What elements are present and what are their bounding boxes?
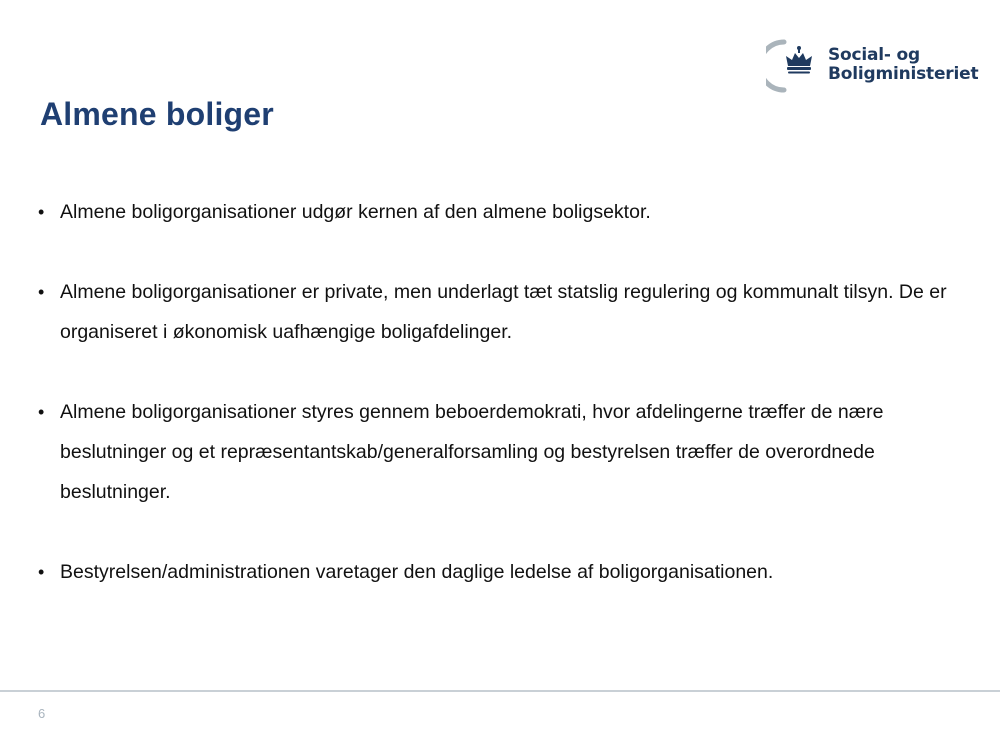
bullet-item <box>38 272 958 352</box>
slide-title: Almene boliger <box>40 96 274 132</box>
bullet-text: Bestyrelsen/administrationen varetager den daglige ledelse af boligorganisationen. <box>60 561 774 583</box>
bullet-text: Almene boligorganisationer styres gennem beboerdemokrati, hvor afdelingerne træffer de nære beslutninger og et repræsentantskab/generalforsamling og bestyrelsen træffer de overordnede beslutninger. <box>60 401 884 503</box>
bullet-icon: • <box>38 562 45 582</box>
page-number: 6 <box>38 706 46 721</box>
bullet-item <box>38 392 958 512</box>
footer-divider <box>0 690 1000 692</box>
crown-icon <box>766 36 824 94</box>
bullet-item <box>38 192 958 232</box>
logo-line-1: Social- og <box>828 45 920 65</box>
bullet-item <box>38 552 958 592</box>
bullet-text: Almene boligorganisationer udgør kernen af den almene boligsektor. <box>60 201 651 223</box>
logo-wordmark <box>828 46 978 84</box>
bullet-list <box>38 192 958 632</box>
bullet-icon: • <box>38 402 45 422</box>
bullet-icon: • <box>38 282 45 302</box>
bullet-text: Almene boligorganisationer er private, men underlagt tæt statslig regulering og kommunalt tilsyn. De er organiseret i økonomisk uafhængige boligafdelinger. <box>60 281 947 343</box>
bullet-icon: • <box>38 202 45 222</box>
ministry-logo <box>766 36 978 94</box>
logo-line-2: Boligministeriet <box>828 64 979 84</box>
